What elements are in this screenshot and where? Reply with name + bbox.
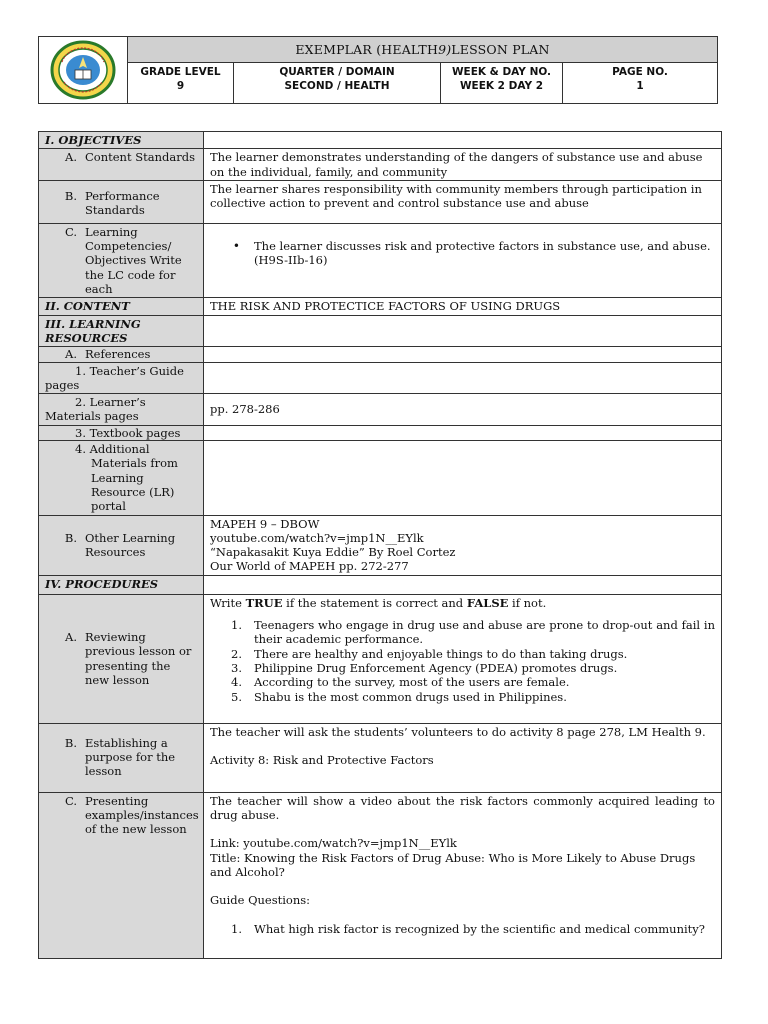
textbook-row bbox=[39, 425, 722, 440]
teachers-guide-row bbox=[39, 362, 722, 394]
quarter-domain-value: SECOND / HEALTH bbox=[284, 80, 390, 92]
reviewing-items bbox=[210, 618, 715, 704]
reviewing-row bbox=[39, 594, 722, 723]
competencies-mark: C. bbox=[64, 224, 77, 239]
other-resources-label: Other Learning Resources bbox=[85, 530, 176, 560]
presenting-text: The teacher will show a video about the risk factors commonly acquired leading to drug abuse. bbox=[210, 793, 715, 823]
grade-level-cell bbox=[128, 63, 234, 103]
learners-materials-label: 2. Learner’s Materials pages bbox=[39, 394, 204, 426]
purpose-label: Establishing a purpose for the lesson bbox=[85, 735, 176, 779]
other-resource-line: Our World of MAPEH pp. 272-277 bbox=[210, 559, 409, 574]
school-seal-icon bbox=[50, 40, 116, 100]
guide-questions bbox=[210, 922, 715, 936]
reviewing-label: Reviewing previous lesson or presenting the new lesson bbox=[85, 630, 192, 688]
content-row bbox=[39, 298, 722, 315]
list-item: 3. Philippine Drug Enforcement Agency (PDEA) promotes drugs. bbox=[231, 660, 618, 675]
other-resources-mark: B. bbox=[64, 530, 77, 545]
grade-level-label: GRADE LEVEL bbox=[140, 66, 221, 78]
reviewing-instruction: Write TRUE if the statement is correct and FALSE if not. bbox=[210, 595, 547, 610]
other-resources-row bbox=[39, 515, 722, 575]
presenting-label: Presenting examples/instances of the new lesson bbox=[85, 793, 199, 837]
presenting-mark: C. bbox=[64, 793, 77, 808]
additional-materials-row bbox=[39, 441, 722, 515]
procedures-heading: IV. PROCEDURES bbox=[39, 575, 204, 594]
content-standards-row bbox=[39, 149, 722, 181]
page-no-label: PAGE NO. bbox=[612, 66, 668, 78]
other-resource-line: “Napakasakit Kuya Eddie” By Roel Cortez bbox=[210, 545, 456, 560]
video-link: Link: youtube.com/watch?v=jmp1N__EYlk bbox=[210, 836, 457, 851]
performance-standards-label: Performance Standards bbox=[85, 188, 160, 218]
list-item: 2. There are healthy and enjoyable things to do than taking drugs. bbox=[231, 646, 628, 661]
reviewing-mark: A. bbox=[65, 630, 77, 645]
resources-heading-row bbox=[39, 315, 722, 347]
week-day-label: WEEK & DAY NO. bbox=[451, 66, 552, 78]
lesson-plan-title: EXEMPLAR (HEALTH 9) LESSON PLAN bbox=[128, 37, 717, 63]
competencies-row bbox=[39, 223, 722, 297]
list-item: • The learner discusses risk and protective factors in substance use, and abuse. (H9S-IIb-16) bbox=[232, 238, 711, 268]
performance-standards-row bbox=[39, 180, 722, 223]
purpose-text: The teacher will ask the students’ volunteers to do activity 8 page 278, LM Health 9. bbox=[210, 724, 706, 739]
other-resource-line: MAPEH 9 – DBOW bbox=[210, 516, 320, 531]
video-title: Title: Knowing the Risk Factors of Drug Abuse: Who is More Likely to Abuse Drugs and Alcohol? bbox=[210, 850, 696, 879]
performance-standards-mark: B. bbox=[64, 188, 77, 203]
week-day-value: WEEK 2 DAY 2 bbox=[459, 80, 544, 92]
teachers-guide-label: 1. Teacher’s Guide pages bbox=[39, 362, 204, 394]
purpose-activity: Activity 8: Risk and Protective Factors bbox=[210, 753, 434, 768]
resources-heading: III. LEARNING RESOURCES bbox=[39, 315, 204, 347]
competencies-label: Learning Competencies/ Objectives Write the LC code for each bbox=[85, 224, 182, 297]
content-standards-text: The learner demonstrates understanding of the dangers of substance use and abuse on the individual, family, and community bbox=[204, 149, 722, 181]
lesson-plan-table bbox=[38, 131, 722, 959]
additional-materials-label: 4. Additional Materials from Learning Resource (LR) portal bbox=[75, 442, 178, 514]
learners-materials-row bbox=[39, 394, 722, 426]
content-standards-label: Content Standards bbox=[85, 150, 195, 165]
references-mark: A. bbox=[65, 347, 77, 362]
week-day-cell bbox=[441, 63, 563, 103]
performance-standards-text: The learner shares responsibility with community members through participation in collective action to prevent and control substance use and abuse bbox=[204, 180, 722, 223]
page-no-cell bbox=[563, 63, 717, 103]
list-item: 5. Shabu is the most common drugs used in Philippines. bbox=[231, 689, 567, 704]
other-resource-line: youtube.com/watch?v=jmp1N__EYlk bbox=[210, 530, 424, 545]
references-row bbox=[39, 347, 722, 362]
textbook-label: 3. Textbook pages bbox=[39, 425, 204, 440]
purpose-row bbox=[39, 723, 722, 792]
list-item: 1. What high risk factor is recognized by the scientific and medical community? bbox=[231, 921, 705, 936]
procedures-heading-row bbox=[39, 575, 722, 594]
references-label: References bbox=[85, 347, 151, 362]
content-text: THE RISK AND PROTECTICE FACTORS OF USING DRUGS bbox=[204, 298, 722, 315]
guide-questions-label: Guide Questions: bbox=[210, 893, 311, 908]
list-item: 4. According to the survey, most of the users are female. bbox=[231, 675, 570, 690]
list-item: 1. Teenagers who engage in drug use and abuse are prone to drop-out and fail in their academic performance. bbox=[231, 618, 715, 647]
school-logo-cell bbox=[39, 37, 128, 103]
presenting-row bbox=[39, 792, 722, 958]
content-standards-mark: A. bbox=[65, 150, 77, 165]
purpose-mark: B. bbox=[64, 735, 77, 750]
page-no-value: 1 bbox=[636, 80, 644, 92]
lesson-plan-header bbox=[38, 36, 718, 104]
grade-level-value: 9 bbox=[176, 80, 185, 92]
objectives-heading: I. OBJECTIVES bbox=[39, 132, 204, 149]
objectives-heading-row bbox=[39, 132, 722, 149]
competency-list bbox=[210, 239, 715, 268]
learners-materials-value: pp. 278-286 bbox=[204, 394, 722, 426]
quarter-domain-cell bbox=[234, 63, 441, 103]
content-heading: II. CONTENT bbox=[39, 298, 204, 315]
quarter-domain-label: QUARTER / DOMAIN bbox=[279, 66, 395, 78]
